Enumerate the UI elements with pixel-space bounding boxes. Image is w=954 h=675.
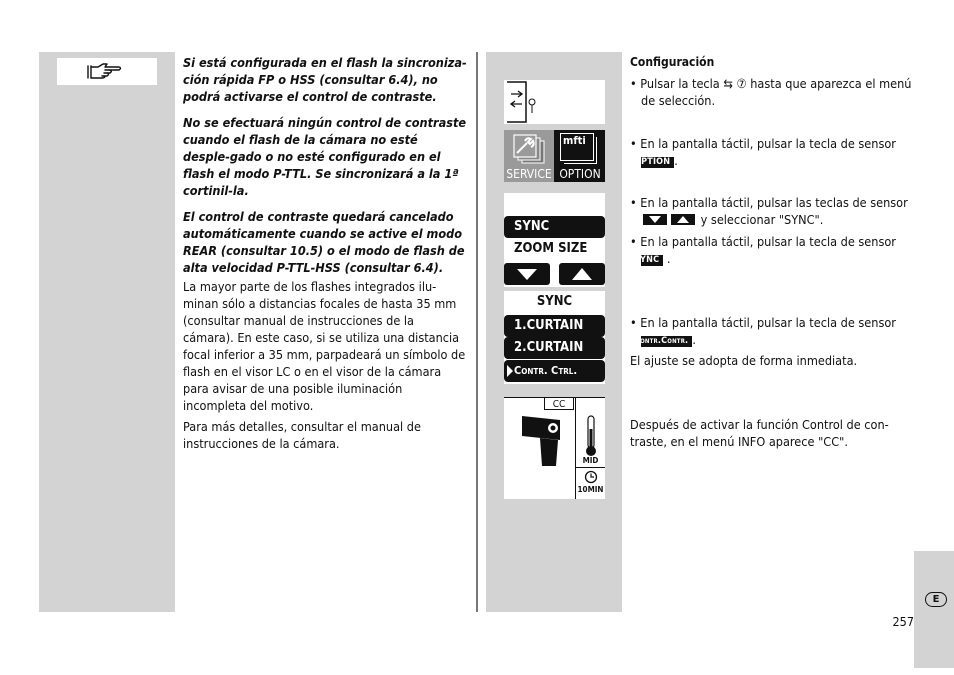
- option-sensor-key: OPTION: [641, 157, 674, 168]
- menu-item-sync[interactable]: SYNC: [504, 216, 605, 238]
- bottom-divider: [575, 467, 605, 468]
- clock-icon: [584, 470, 598, 484]
- sync-sensor-key: SYNC: [641, 255, 663, 266]
- config-step-4: • En la pantalla táctil, pulsar la tecla de sensor SYNC .: [630, 234, 896, 266]
- down-arrow-key[interactable]: [504, 263, 550, 285]
- body-paragraph-2: Para más detalles, consultar el manual de instrucciones de la cámara.: [183, 419, 421, 451]
- key-number-7: ⑦: [736, 76, 747, 91]
- config-step-5: • En la pantalla táctil, pulsar la tecla de sensor Contr.Contr. .: [630, 315, 896, 347]
- config-after-text: Después de activar la función Control de con-traste, en el menú INFO aparece "CC".: [630, 417, 889, 449]
- contrast-control-label: Contr. Ctrl.: [514, 364, 578, 377]
- triangle-down-icon: [504, 263, 550, 285]
- option-1-curtain[interactable]: 1.CURTAIN: [504, 315, 605, 337]
- selection-pointer-icon: [506, 365, 514, 377]
- config-heading: Configuración: [630, 55, 715, 69]
- screen-info: [504, 397, 605, 499]
- note-hand-icon: [57, 58, 157, 85]
- config-step-5-note: El ajuste se adopta de forma inmediata.: [630, 353, 858, 368]
- option-2-curtain[interactable]: 2.CURTAIN: [504, 337, 605, 359]
- down-sensor-key-icon: [643, 214, 667, 225]
- service-label: SERVICE: [506, 167, 552, 181]
- menu-item-zoom-size[interactable]: ZOOM SIZE: [514, 241, 588, 256]
- option-key[interactable]: [555, 130, 605, 182]
- page-number: 257: [892, 614, 914, 629]
- body-paragraph-1: La mayor parte de los flashes integrados ilu-minan sólo a distancias focales de hasta 35 mm (consultar manual de instrucciones de la cámara). En este caso, si se utiliza una distancia focal inferior a 35 mm, parpadeará un símbolo de flash en el visor LC o en el visor de la cámara para avisar de una posible iluminación incompleta del motivo.: [183, 279, 466, 413]
- config-step-2: • En la pantalla táctil, pulsar la tecla de sensor OPTION .: [630, 136, 896, 168]
- language-badge: E: [925, 592, 947, 607]
- column-divider: [476, 52, 478, 612]
- screen-select-key: [504, 80, 605, 124]
- flash-head-icon: [520, 412, 566, 468]
- right-tab: [914, 551, 954, 668]
- note-text-block: [183, 54, 467, 461]
- up-sensor-key-icon: [671, 214, 695, 225]
- note-paragraph-2: No se efectuará ningún control de contraste cuando el flash de la cámara no esté desple-gado o no esté configurado en el flash el modo P-TTL. Se sincronizará a la 1ª cortinil-la.: [183, 115, 467, 198]
- mid-label: MID: [582, 456, 599, 465]
- cc-indicator: CC: [544, 397, 574, 410]
- option-icon-text: mfti: [563, 134, 586, 147]
- up-arrow-key[interactable]: [559, 263, 605, 285]
- left-gray-column: [39, 52, 175, 612]
- thermometer-icon: [584, 415, 598, 457]
- screen-sync-options: [504, 291, 605, 384]
- note-paragraph-1: Si está configurada en el flash la sincroniza-ción rápida FP o HSS (consultar 6.4), no podrá activarse el control de contraste.: [183, 55, 467, 104]
- config-step-3: • En la pantalla táctil, pulsar las teclas de sensor y seleccionar "SYNC".: [630, 195, 908, 227]
- timer-label: 10MIN: [577, 485, 604, 494]
- note-paragraph-3: El control de contraste quedará cancelado automáticamente cuando se active el modo REAR (consultar 10.5) o el modo de flash de alta velocidad P-TTL-HSS (consultar 6.4).: [183, 209, 465, 275]
- option-contrast-control[interactable]: [504, 360, 605, 382]
- option-label: OPTION: [559, 167, 601, 181]
- screen-service-option: [504, 130, 605, 182]
- contrast-sensor-key: Contr.Contr.: [641, 336, 692, 347]
- swap-key-icon: ⇆: [723, 76, 733, 91]
- config-step-1: • Pulsar la tecla ⇆ ⑦ hasta que aparezca el menú de selección.: [630, 76, 912, 108]
- triangle-up-icon: [559, 263, 605, 285]
- menu-key-icon: [504, 80, 544, 124]
- screen-menu-list: [504, 193, 605, 287]
- service-wrench-icon: [508, 133, 550, 165]
- service-key[interactable]: [504, 130, 554, 182]
- sync-title: SYNC: [536, 294, 573, 309]
